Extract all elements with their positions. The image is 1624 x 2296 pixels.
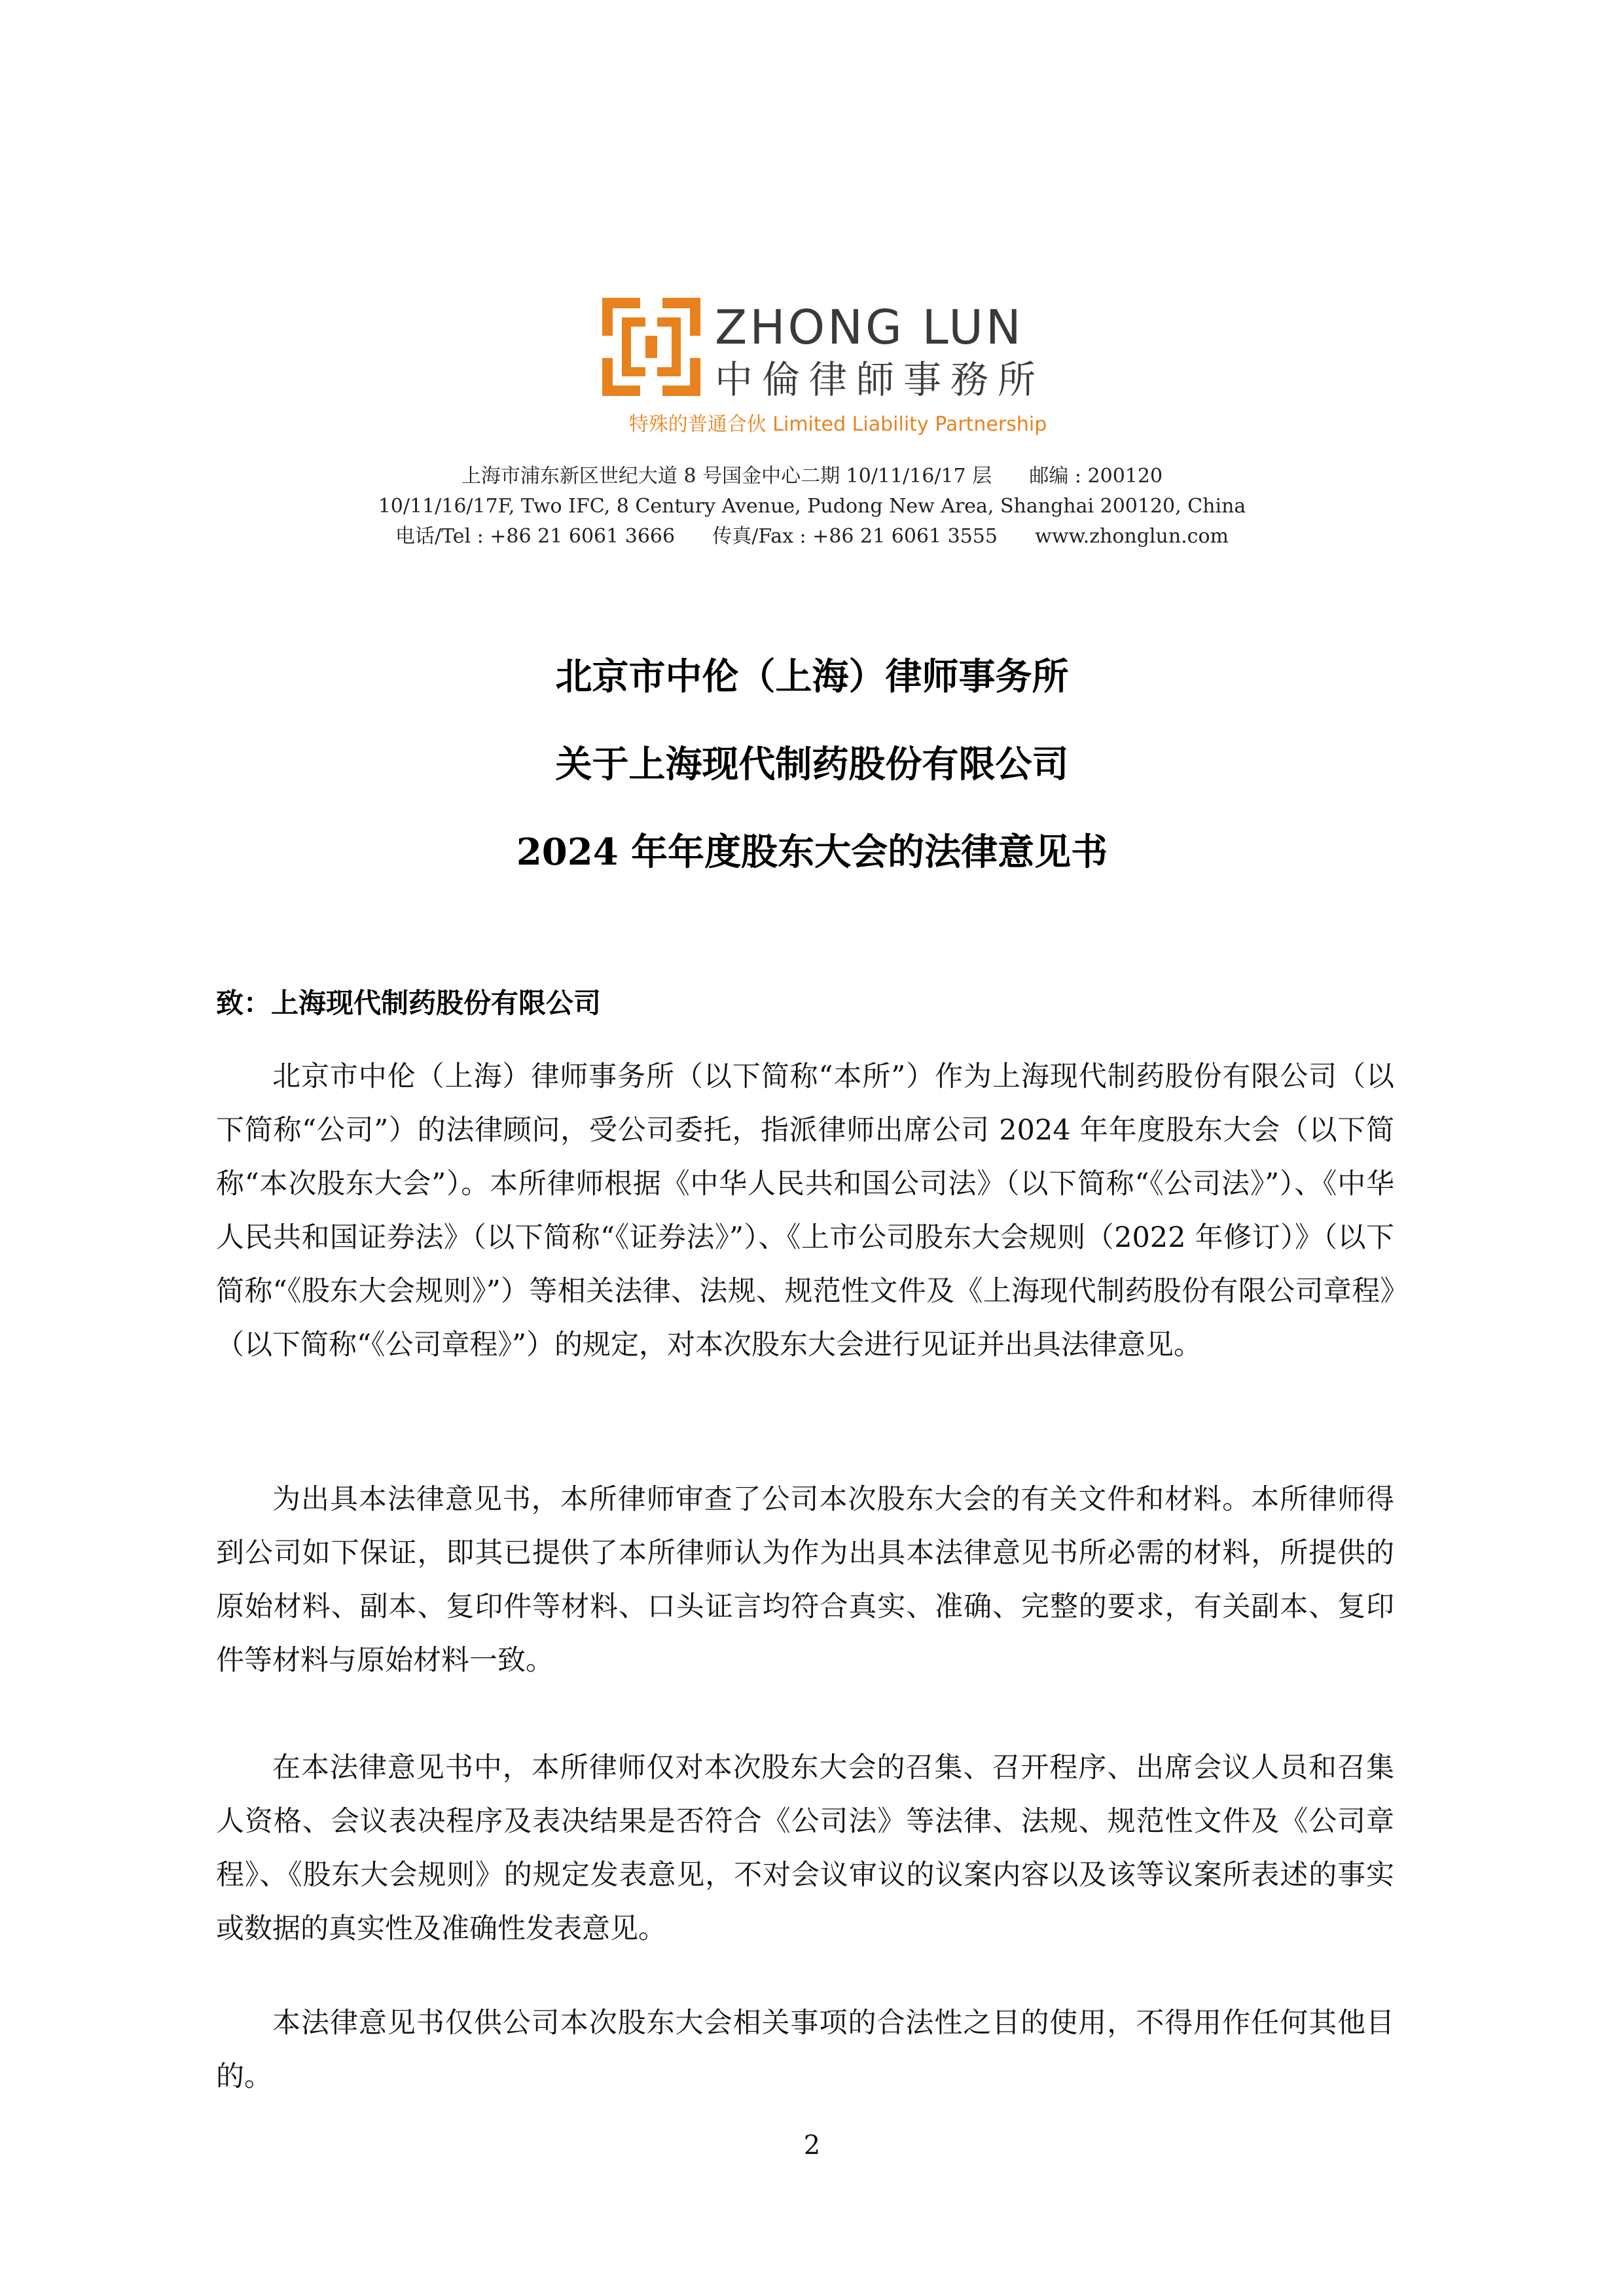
body-paragraph-4: 本法律意见书仅供公司本次股东大会相关事项的合法性之目的使用，不得用作任何其他目的。	[216, 2007, 1394, 2093]
firm-address-block	[0, 461, 1624, 552]
document-title-line-3: 2024 年年度股东大会的法律意见书	[516, 831, 1108, 874]
firm-logo	[602, 298, 1074, 442]
addressee-line: 致：上海现代制药股份有限公司	[216, 987, 602, 1019]
document-title-line-1: 北京市中伦（上海）律师事务所	[555, 655, 1069, 698]
contact-line: 电话/Tel : +86 21 6061 3666 传真/Fax : +86 21 6061 3555 www.zhonglun.com	[395, 525, 1229, 548]
body-paragraph-2: 为出具本法律意见书，本所律师审查了公司本次股东大会的有关文件和材料。本所律师得到公司如下保证，即其已提供了本所律师认为作为出具本法律意见书所必需的材料，所提供的原始材料、副本、复印件等材料、口头证言均符合真实、准确、完整的要求，有关副本、复印件等材料与原始材料一致。	[216, 1483, 1394, 1677]
logo-chinese-name: 中倫律師事務所	[715, 357, 1045, 402]
logo-tagline: 特殊的普通合伙 Limited Liability Partnership	[628, 413, 1047, 436]
body-paragraph-1: 北京市中伦（上海）律师事务所（以下简称“本所”）作为上海现代制药股份有限公司（以下简称“公司”）的法律顾问，受公司委托，指派律师出席公司 2024 年年度股东大会（以下简称“本次股东大会”）。本所律师根据《中华人民共和国公司法》（以下简称“《公司法》”）、《中华人民共和国证券法》（以下简称“《证券法》”）、《上市公司股东大会规则（2022 年修订）》（以下简称“《股东大会规则》”）等相关法律、法规、规范性文件及《上海现代制药股份有限公司章程》（以下简称“《公司章程》”）的规定，对本次股东大会进行见证并出具法律意见。	[216, 1060, 1394, 1361]
body-paragraph-3: 在本法律意见书中，本所律师仅对本次股东大会的召集、召开程序、出席会议人员和召集人资格、会议表决程序及表决结果是否符合《公司法》等法律、法规、规范性文件及《公司章程》、《股东大会规则》的规定发表意见，不对会议审议的议案内容以及该等议案所表述的事实或数据的真实性及准确性发表意见。	[216, 1751, 1394, 1945]
logo-english-name: ZHONG LUN	[715, 300, 1024, 355]
document-title-line-2: 关于上海现代制药股份有限公司	[555, 743, 1069, 786]
address-line-english: 10/11/16/17F, Two IFC, 8 Century Avenue, Pudong New Area, Shanghai 200120, China	[378, 495, 1246, 518]
page-number: 2	[803, 2130, 821, 2161]
zhonglun-logo-icon	[602, 298, 700, 396]
address-line-chinese: 上海市浦东新区世纪大道 8 号国金中心二期 10/11/16/17 层 邮编 : 200120	[461, 465, 1163, 488]
